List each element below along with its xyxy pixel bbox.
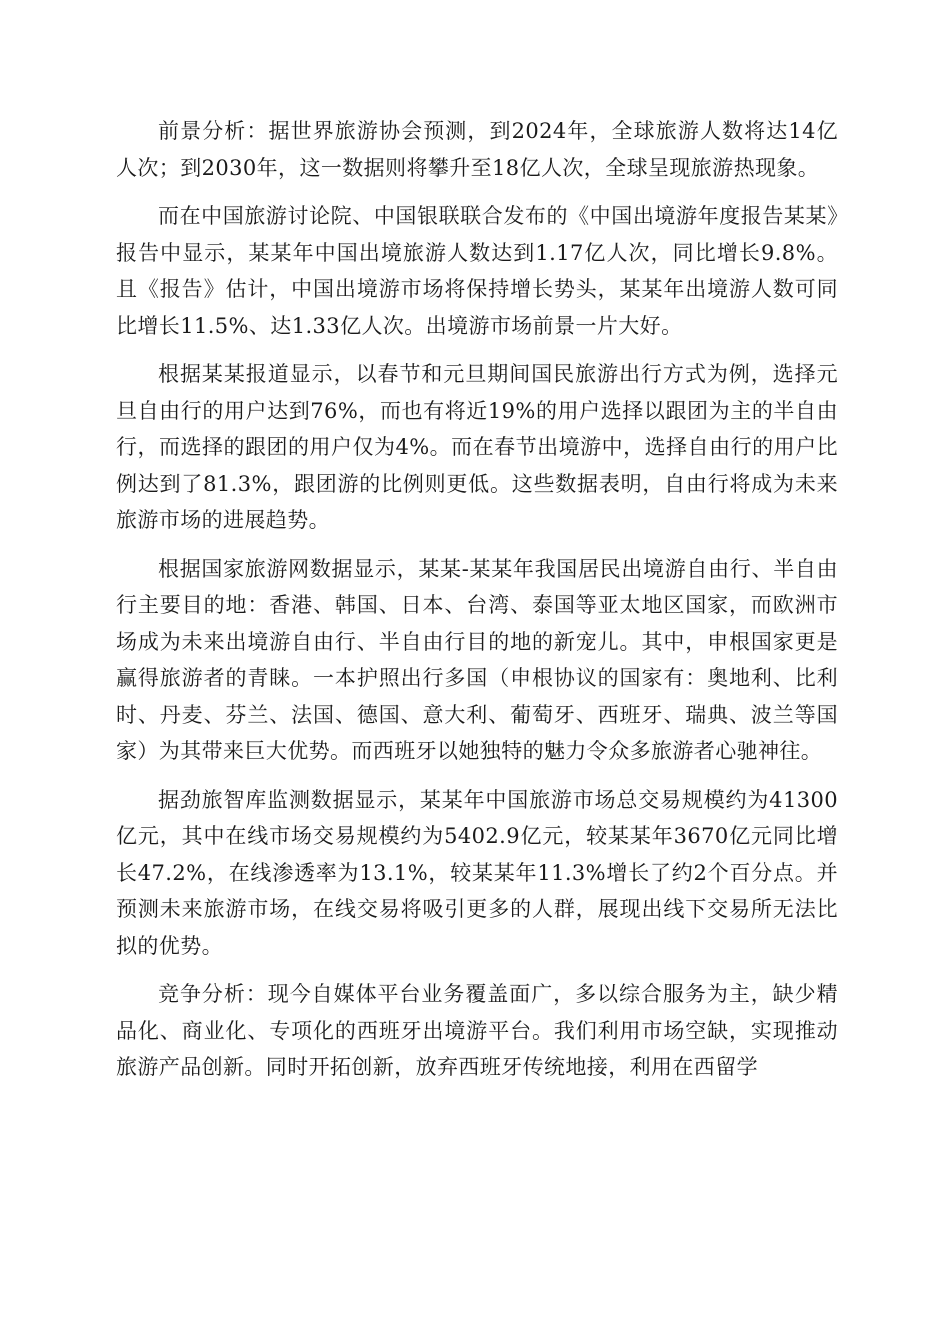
paragraph-market-size: 据劲旅智库监测数据显示，某某年中国旅游市场总交易规模约为41300亿元，其中在线市场交易规模约为5402.9亿元，较某某年3670亿元同比增长47.2%，在线渗透率为13.1%，较某某年11.3%增长了约2个百分点。并预测未来旅游市场，在线交易将吸引更多的人群，展现出线下交易所无法比拟的优势。: [116, 787, 838, 958]
paragraph-travel-mode: 根据某某报道显示，以春节和元旦期间国民旅游出行方式为例，选择元旦自由行的用户达到76%，而也有将近19%的用户选择以跟团为主的半自由行，而选择的跟团的用户仅为4%。而在春节出境游中，选择自由行的用户比例达到了81.3%，跟团游的比例则更低。这些数据表明，自由行将成为未来旅游市场的进展趋势。: [116, 362, 838, 532]
paragraph-outlook: 前景分析：据世界旅游协会预测，到2024年，全球旅游人数将达14亿人次；到2030年，这一数据则将攀升至18亿人次，全球呈现旅游热现象。: [116, 119, 838, 180]
paragraph-report: 而在中国旅游讨论院、中国银联联合发布的《中国出境游年度报告某某》报告中显示，某某年中国出境旅游人数达到1.17亿人次，同比增长9.8%。且《报告》估计，中国出境游市场将保持增长势头，某某年出境游人数可同比增长11.5%、达1.33亿人次。出境游市场前景一片大好。: [116, 204, 838, 338]
paragraph-competition: 竞争分析：现今自媒体平台业务覆盖面广，多以综合服务为主，缺少精品化、商业化、专项化的西班牙出境游平台。我们利用市场空缺，实现推动旅游产品创新。同时开拓创新，放弃西班牙传统地接，利用在西留学: [116, 982, 838, 1079]
document-body: [116, 113, 838, 1086]
paragraph-destinations: 根据国家旅游网数据显示，某某-某某年我国居民出境游自由行、半自由行主要目的地：香港、韩国、日本、台湾、泰国等亚太地区国家，而欧洲市场成为未来出境游自由行、半自由行目的地的新宠儿。其中，申根国家更是赢得旅游者的青睐。一本护照出行多国（申根协议的国家有：奥地利、比利时、丹麦、芬兰、法国、德国、意大利、葡萄牙、西班牙、瑞典、波兰等国家）为其带来巨大优势。而西班牙以她独特的魅力令众多旅游者心驰神往。: [116, 556, 838, 763]
